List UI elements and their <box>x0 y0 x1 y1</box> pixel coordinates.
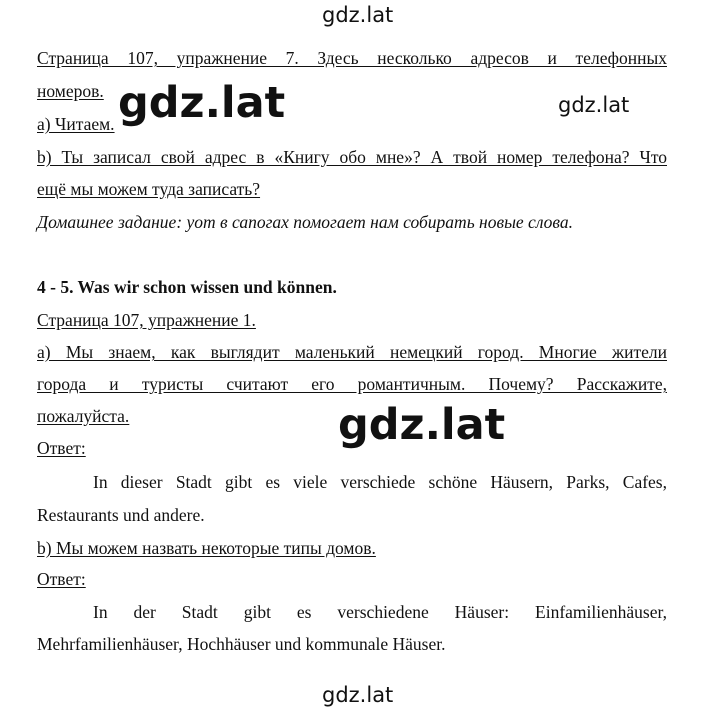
task-7-item-b-line-2: ещё мы можем туда записать? <box>37 179 261 199</box>
task-1-item-a-line-3: пожалуйста. <box>37 406 130 426</box>
answer-label-2: Ответ: <box>37 569 86 589</box>
watermark-top: gdz.lat <box>322 3 394 27</box>
answer-label-1: Ответ: <box>37 438 86 458</box>
task-7-item-a: а) Читаем. <box>37 114 115 134</box>
homework-line: Домашнее задание: уот в сапогах помогает нам собирать новые слова. <box>37 212 574 232</box>
watermark-right: gdz.lat <box>558 93 630 117</box>
task-7-line-2: номеров. <box>37 81 104 101</box>
answer-1-line-1: In dieser Stadt gibt es viele verschiede schöne Häusern, Parks, Cafes, <box>93 472 667 492</box>
task-1-item-a-line-2: города и туристы считают его романтичным. Почему? Расскажите, <box>37 374 667 394</box>
watermark-large-center: gdz.lat <box>338 400 506 450</box>
task-1-item-a-line-1: а) Мы знаем, как выглядит маленький немецкий город. Многие жители <box>37 342 667 362</box>
task-7-item-b-line-1: b) Ты записал свой адрес в «Книгу обо мне»? А твой номер телефона? Что <box>37 147 667 167</box>
task-1-item-b: b) Мы можем назвать некоторые типы домов. <box>37 538 376 558</box>
task-7-line-1: Страница 107, упражнение 7. Здесь несколько адресов и телефонных <box>37 48 667 68</box>
watermark-bottom: gdz.lat <box>322 683 394 707</box>
answer-1-line-2: Restaurants und andere. <box>37 505 205 525</box>
answer-2-line-1: In der Stadt gibt es verschiedene Häuser: Einfamilienhäuser, <box>93 602 667 622</box>
section-heading: 4 - 5. Was wir schon wissen und können. <box>37 277 337 297</box>
answer-2-line-2: Mehrfamilienhäuser, Hochhäuser und kommunale Häuser. <box>37 634 446 654</box>
task-1-title: Страница 107, упражнение 1. <box>37 310 256 330</box>
watermark-large-upper: gdz.lat <box>118 78 286 128</box>
